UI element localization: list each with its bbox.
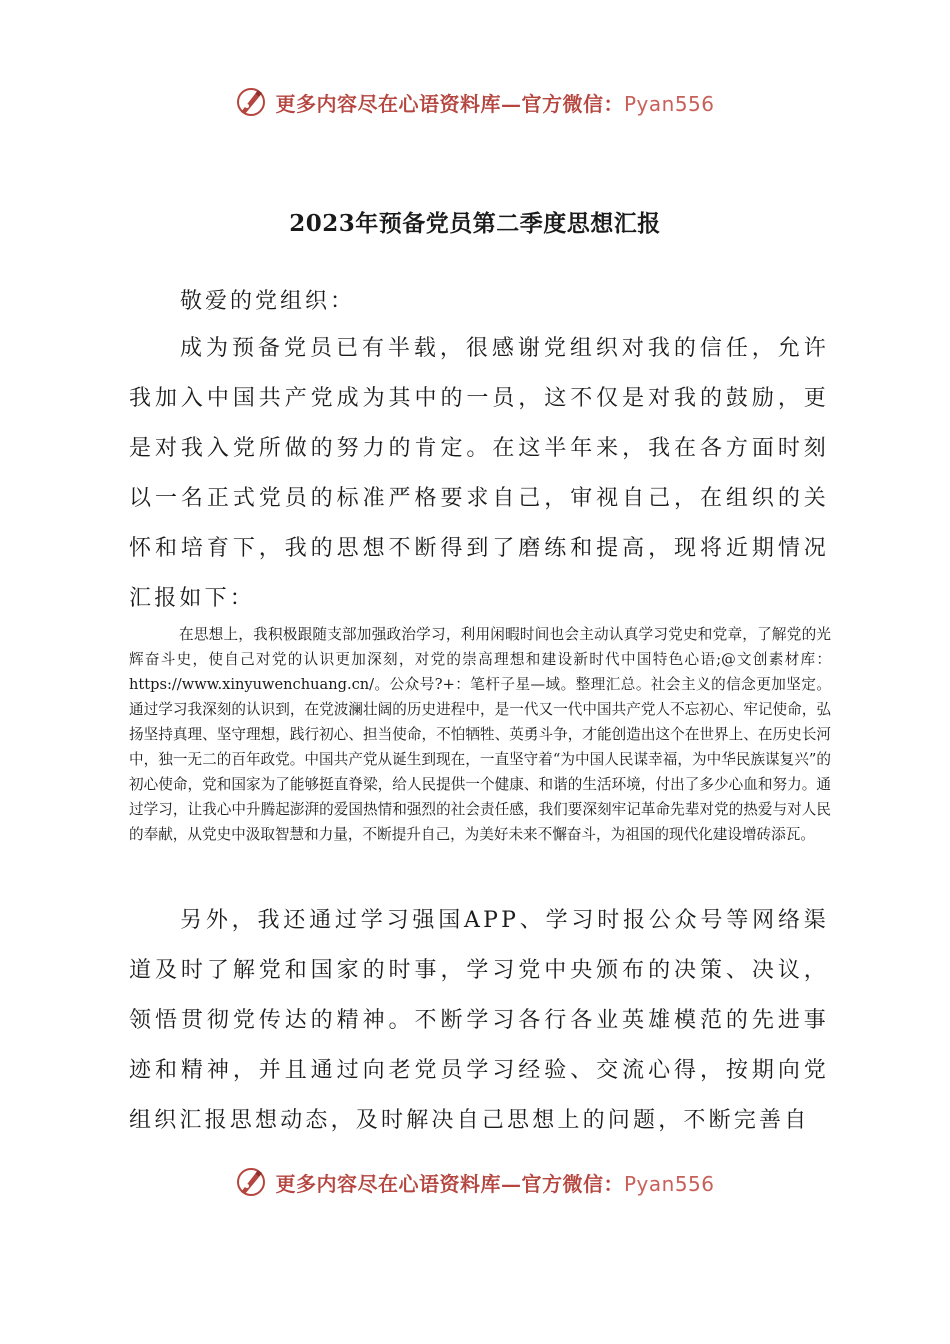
- header-banner: [0, 82, 950, 122]
- footer-wechat-id: Pyan556: [623, 1171, 715, 1196]
- paragraph-ideology: 在思想上，我积极跟随支部加强政治学习，利用闲暇时间也会主动认真学习党史和党章，了解党的光辉奋斗史，使自己对党的认识更加深刻，对党的崇高理想和建设新时代中国特色心语;@文创素材库：https://www.xinyuwenchuang.cn/。公众号?+：笔杆子星—域。整理汇总。社会主义的信念更加坚定。通过学习我深刻的认识到，在党波澜壮阔的历史进程中，是一代又一代中国共产党人不忘初心、牢记使命，弘扬坚持真理、坚守理想，践行初心、担当使命，不怕牺牲、英勇斗争，才能创造出这个在世界上、在历史长河中，独一无二的百年政党。中国共产党从诞生到现在，一直坚守着“为中国人民谋幸福，为中华民族谋复兴”的初心使命，党和国家为了能够挺直脊梁，给人民提供一个健康、和谐的生活环境，付出了多少心血和努力。通过学习，让我心中升腾起澎湃的爱国热情和强烈的社会责任感，我们要深刻牢记革命先辈对党的热爱与对人民的奉献，从党史中汲取智慧和力量，不断提升自己，为美好未来不懈奋斗，为祖国的现代化建设增砖添瓦。: [129, 626, 831, 843]
- salutation: 敬爱的党组织：: [180, 289, 356, 314]
- header-banner-text: 更多内容尽在心语资料库—官方微信：Pyan556: [275, 91, 715, 116]
- pen-logo-icon: [235, 1166, 267, 1198]
- paragraph-intro: 成为预备党员已有半载，很感谢党组织对我的信任，允许我加入中国共产党成为其中的一员，这不仅是对我的鼓励，更是对我入党所做的努力的肯定。在这半年来，我在各方面时刻以一名正式党员的标准严格要求自己，审视自己，在组织的关怀和培育下，我的思想不断得到了磨练和提高，现将近期情况汇报如下：: [129, 336, 829, 611]
- pen-logo-icon: [235, 86, 267, 118]
- footer-banner-text: 更多内容尽在心语资料库—官方微信：Pyan556: [275, 1171, 715, 1196]
- paragraph-online-study: 另外，我还通过学习强国APP、学习时报公众号等网络渠道及时了解党和国家的时事，学习党中央颁布的决策、决议，领悟贯彻党传达的精神。不断学习各行各业英雄模范的先进事迹和精神，并且通过向老党员学习经验、交流心得，按期向党组织汇报思想动态，及时解决自己思想上的问题，不断完善自: [129, 908, 829, 1133]
- footer-banner: [0, 1162, 950, 1202]
- document-title: 2023年预备党员第二季度思想汇报: [289, 210, 661, 237]
- header-wechat-id: Pyan556: [623, 91, 715, 116]
